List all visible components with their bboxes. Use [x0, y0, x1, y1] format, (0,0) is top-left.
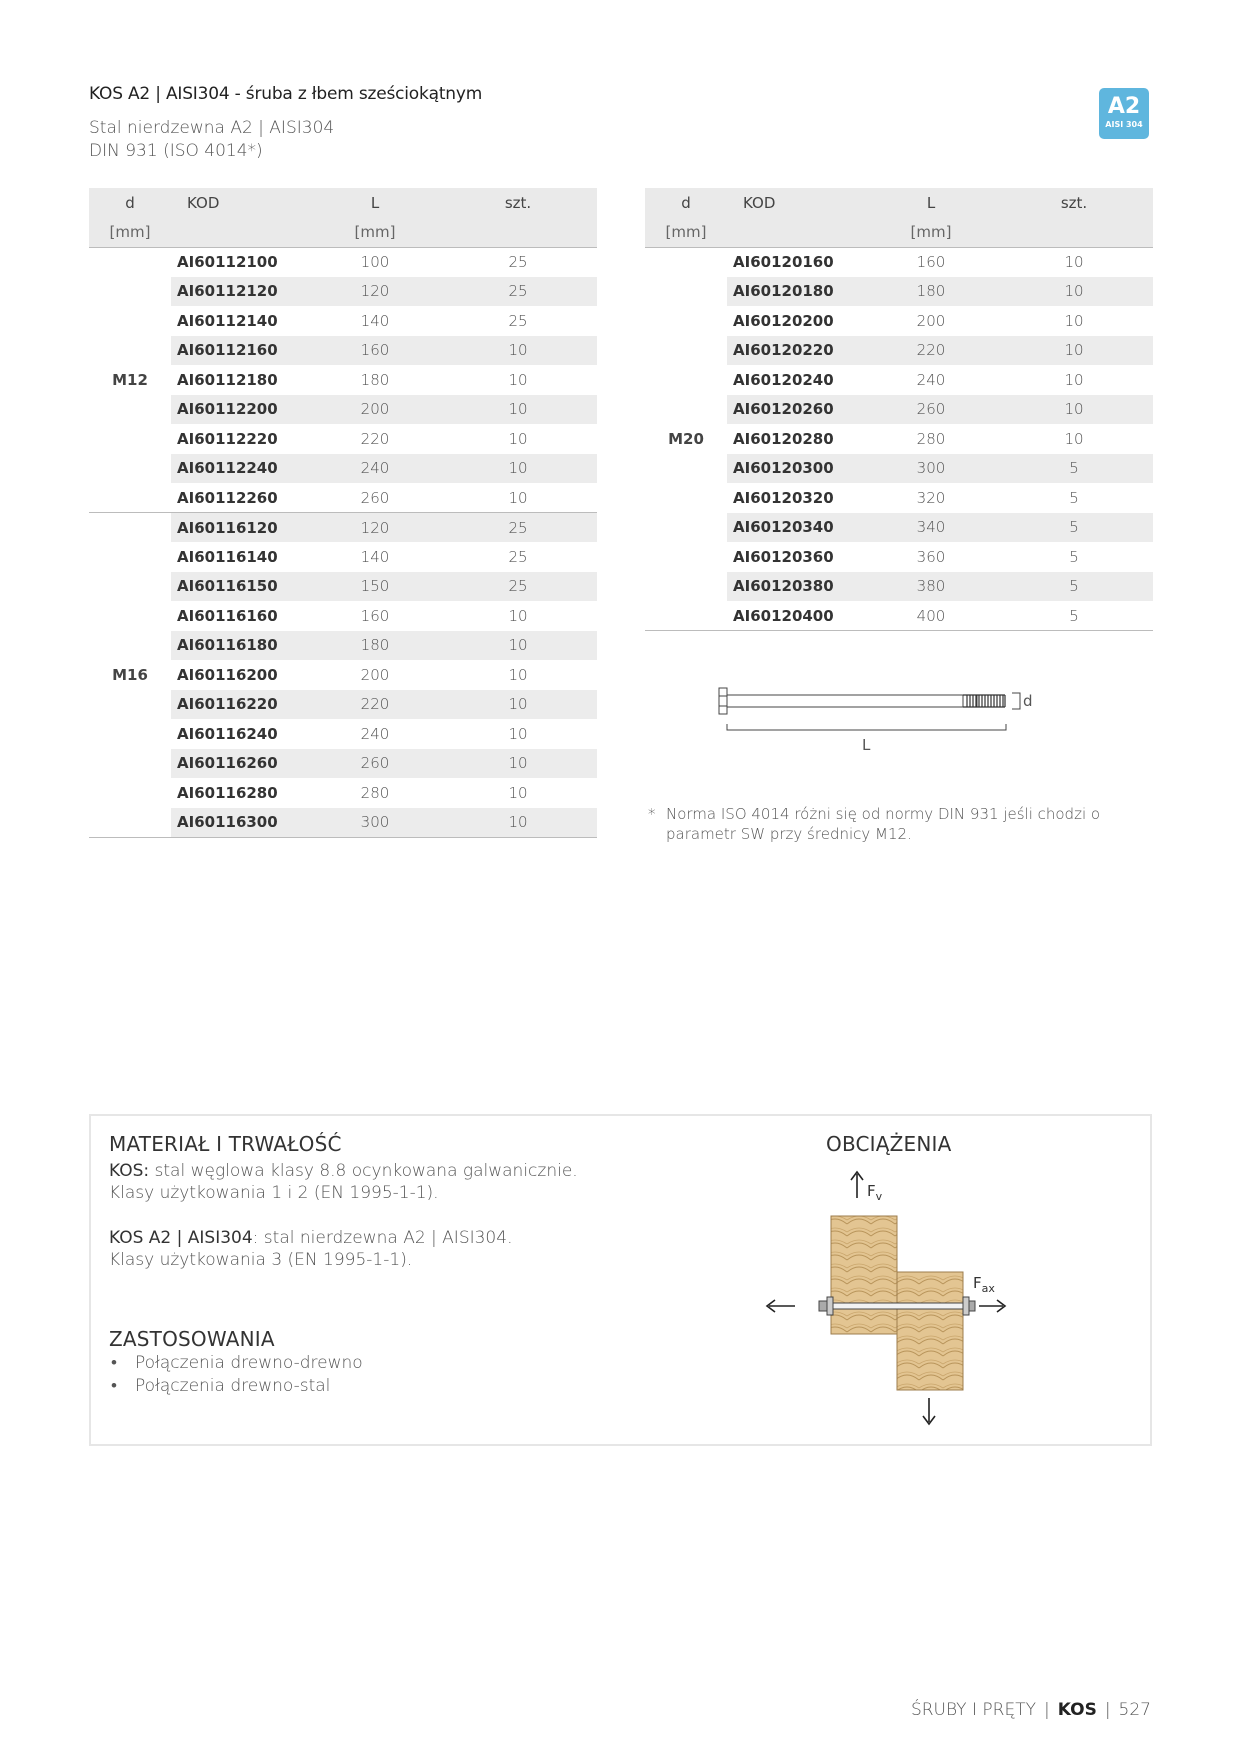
- length-cell: 280: [916, 429, 946, 448]
- kod-cell: AI60120380: [727, 572, 867, 602]
- col-header-l: L: [311, 188, 439, 218]
- kos-material-text: stal węglowa klasy 8.8 ocynkowana galwanicznie.: [149, 1161, 578, 1181]
- length-cell: 240: [360, 724, 390, 743]
- length-cell: 220: [360, 429, 390, 448]
- col-header-szt: szt.: [439, 188, 597, 218]
- length-cell: 360: [916, 547, 946, 566]
- material-badge: [1099, 88, 1149, 139]
- quantity-cell: 5: [995, 513, 1153, 543]
- table-row: [89, 247, 597, 277]
- quantity-cell: 10: [508, 724, 528, 743]
- footnote-marker: *: [648, 805, 656, 823]
- bolt-dimension-diagram: [715, 680, 1055, 760]
- list-item: • Połączenia drewno-drewno: [109, 1352, 363, 1375]
- kod-cell: AI60112220: [177, 429, 278, 448]
- quantity-cell: 10: [1064, 311, 1084, 330]
- length-cell: 300: [311, 808, 439, 838]
- quantity-cell: 25: [508, 311, 528, 330]
- diameter-cell: M12: [89, 247, 171, 513]
- badge-main-label: A2: [1107, 94, 1141, 119]
- kod-cell: AI60120180: [727, 277, 867, 307]
- quantity-cell: 5: [995, 601, 1153, 631]
- length-cell: 200: [311, 395, 439, 425]
- length-cell: 220: [867, 336, 995, 366]
- quantity-cell: 25: [439, 277, 597, 307]
- kod-cell: AI60116220: [171, 690, 311, 720]
- quantity-cell: 25: [439, 513, 597, 543]
- footer-brand: KOS: [1057, 1700, 1097, 1720]
- kod-cell: AI60116260: [171, 749, 311, 779]
- length-cell: 300: [867, 454, 995, 484]
- kod-cell: AI60112100: [177, 253, 278, 271]
- a2-service-classes: Klasy użytkowania 3 (EN 1995-1-1).: [109, 1250, 413, 1270]
- quantity-cell: 10: [995, 395, 1153, 425]
- col-header-kod: KOD: [727, 188, 867, 218]
- a2-label: KOS A2 | AISI304: [109, 1228, 253, 1248]
- kos-material-line: [109, 1160, 578, 1182]
- quantity-cell: 10: [1064, 370, 1084, 389]
- kod-cell: AI60116140: [177, 547, 278, 566]
- kod-cell: AI60120220: [727, 336, 867, 366]
- length-cell: 260: [311, 483, 439, 513]
- quantity-cell: 25: [508, 547, 528, 566]
- kod-cell: AI60116120: [171, 513, 311, 543]
- quantity-cell: 10: [508, 665, 528, 684]
- length-cell: 120: [311, 277, 439, 307]
- kod-cell: AI60112120: [171, 277, 311, 307]
- col-header-kod: KOD: [171, 188, 311, 218]
- page-title: KOS A2 | AISI304 - śruba z łbem sześciokątnym: [89, 84, 483, 104]
- length-cell: 160: [916, 253, 946, 271]
- standard-subtitle: DIN 931 (ISO 4014*): [89, 141, 263, 161]
- quantity-cell: 10: [508, 370, 528, 389]
- quantity-cell: 5: [995, 454, 1153, 484]
- length-cell: 240: [311, 454, 439, 484]
- length-cell: 100: [360, 253, 390, 271]
- length-cell: 160: [360, 606, 390, 625]
- quantity-cell: 10: [439, 483, 597, 513]
- table-body: [645, 247, 1153, 631]
- arrow-left-icon: [767, 1300, 795, 1312]
- kod-cell: AI60116280: [177, 783, 278, 802]
- kod-cell: AI60120320: [733, 488, 834, 507]
- quantity-cell: 10: [439, 690, 597, 720]
- length-cell: 200: [360, 665, 390, 684]
- col-header-l: L: [867, 188, 995, 218]
- product-table-left: [89, 188, 597, 838]
- quantity-cell: 5: [995, 572, 1153, 602]
- kod-cell: AI60120240: [733, 370, 834, 389]
- kod-cell: AI60120160: [733, 253, 834, 271]
- quantity-cell: 25: [439, 572, 597, 602]
- length-cell: 140: [360, 311, 390, 330]
- footer-section: ŚRUBY I PRĘTY: [910, 1700, 1036, 1720]
- quantity-cell: 10: [1064, 253, 1084, 271]
- col-header-d: d: [645, 188, 727, 218]
- info-box: [89, 1114, 1152, 1446]
- kod-cell: AI60120340: [727, 513, 867, 543]
- kod-cell: AI60112200: [171, 395, 311, 425]
- length-cell: 240: [916, 370, 946, 389]
- kod-cell: AI60120300: [727, 454, 867, 484]
- col-unit-l: [mm]: [311, 218, 439, 247]
- quantity-cell: 10: [439, 336, 597, 366]
- product-table-right: [645, 188, 1153, 631]
- col-unit-d: [mm]: [89, 218, 171, 247]
- kod-cell: AI60120260: [727, 395, 867, 425]
- kod-cell: AI60112260: [171, 483, 311, 513]
- length-cell: 400: [867, 601, 995, 631]
- footnote-text: Norma ISO 4014 różni się od normy DIN 931 jeśli chodzi o parametr SW przy średnicy M12.: [666, 805, 1101, 843]
- page-footer: ŚRUBY I PRĘTY | KOS | 527: [910, 1700, 1151, 1720]
- kod-cell: AI60112140: [177, 311, 278, 330]
- kos-service-classes: Klasy użytkowania 1 i 2 (EN 1995-1-1).: [109, 1183, 439, 1203]
- kod-cell: AI60116300: [171, 808, 311, 838]
- quantity-cell: 10: [439, 395, 597, 425]
- dimension-l-label: L: [862, 736, 871, 754]
- length-cell: 160: [311, 336, 439, 366]
- quantity-cell: 25: [508, 253, 528, 271]
- page-number: 527: [1118, 1700, 1151, 1720]
- length-cell: 280: [360, 783, 390, 802]
- quantity-cell: 5: [1069, 547, 1079, 566]
- col-header-d: d: [89, 188, 171, 218]
- timber-block-upper: [831, 1216, 897, 1334]
- length-cell: 320: [916, 488, 946, 507]
- loads-section-title: OBCIĄŻENIA: [826, 1132, 952, 1156]
- length-cell: 180: [867, 277, 995, 307]
- footnote: [648, 804, 1158, 844]
- applications-section-title: ZASTOSOWANIA: [109, 1327, 275, 1351]
- a2-material-line: [109, 1227, 512, 1249]
- kod-cell: AI60116200: [177, 665, 278, 684]
- col-unit-d: [mm]: [645, 218, 727, 247]
- force-fax-label: $F_{ax}$: [973, 1274, 995, 1295]
- force-fv-label: $F_v$: [867, 1182, 883, 1203]
- kod-cell: AI60116240: [177, 724, 278, 743]
- length-cell: 220: [311, 690, 439, 720]
- diameter-cell: M16: [89, 513, 171, 838]
- badge-sub-label: AISI 304: [1105, 120, 1143, 129]
- quantity-cell: 10: [995, 277, 1153, 307]
- quantity-cell: 10: [508, 429, 528, 448]
- kod-cell: AI60120400: [727, 601, 867, 631]
- col-header-szt: szt.: [995, 188, 1153, 218]
- quantity-cell: 10: [508, 606, 528, 625]
- kod-cell: AI60116150: [171, 572, 311, 602]
- material-subtitle: Stal nierdzewna A2 | AISI304: [89, 118, 335, 138]
- quantity-cell: 10: [439, 749, 597, 779]
- quantity-cell: 10: [995, 336, 1153, 366]
- kod-cell: AI60116160: [177, 606, 278, 625]
- kos-label: KOS:: [109, 1161, 150, 1181]
- a2-material-text: : stal nierdzewna A2 | AISI304.: [252, 1228, 513, 1248]
- table-row: [89, 513, 597, 543]
- arrow-up-icon: [851, 1172, 863, 1198]
- kod-cell: AI60112180: [177, 370, 278, 389]
- quantity-cell: 10: [1064, 429, 1084, 448]
- kod-cell: AI60120360: [733, 547, 834, 566]
- bolt-icon: [719, 688, 1020, 730]
- kod-cell: AI60116180: [171, 631, 311, 661]
- quantity-cell: 10: [439, 808, 597, 838]
- length-cell: 340: [867, 513, 995, 543]
- col-unit-l: [mm]: [867, 218, 995, 247]
- diameter-cell: M20: [645, 247, 727, 631]
- arrow-down-icon: [923, 1398, 935, 1424]
- length-cell: 120: [311, 513, 439, 543]
- length-cell: 180: [311, 631, 439, 661]
- length-cell: 260: [311, 749, 439, 779]
- length-cell: 150: [311, 572, 439, 602]
- quantity-cell: 10: [508, 783, 528, 802]
- table-row: [645, 247, 1153, 277]
- kod-cell: AI60120280: [733, 429, 834, 448]
- kod-cell: AI60112160: [171, 336, 311, 366]
- applications-list: [109, 1352, 363, 1398]
- kod-cell: AI60120200: [733, 311, 834, 330]
- length-cell: 180: [360, 370, 390, 389]
- timber-block-lower: [897, 1272, 963, 1390]
- dimension-d-label: d: [1023, 692, 1033, 710]
- material-section-title: MATERIAŁ I TRWAŁOŚĆ: [109, 1132, 342, 1156]
- length-cell: 380: [867, 572, 995, 602]
- kod-cell: AI60112240: [171, 454, 311, 484]
- length-cell: 140: [360, 547, 390, 566]
- arrow-right-icon: [979, 1300, 1005, 1312]
- quantity-cell: 5: [1069, 488, 1079, 507]
- length-cell: 200: [916, 311, 946, 330]
- load-diagram: [751, 1166, 1011, 1426]
- table-body: [89, 247, 597, 837]
- quantity-cell: 10: [439, 631, 597, 661]
- quantity-cell: 10: [439, 454, 597, 484]
- length-cell: 260: [867, 395, 995, 425]
- list-item: • Połączenia drewno-stal: [109, 1375, 363, 1398]
